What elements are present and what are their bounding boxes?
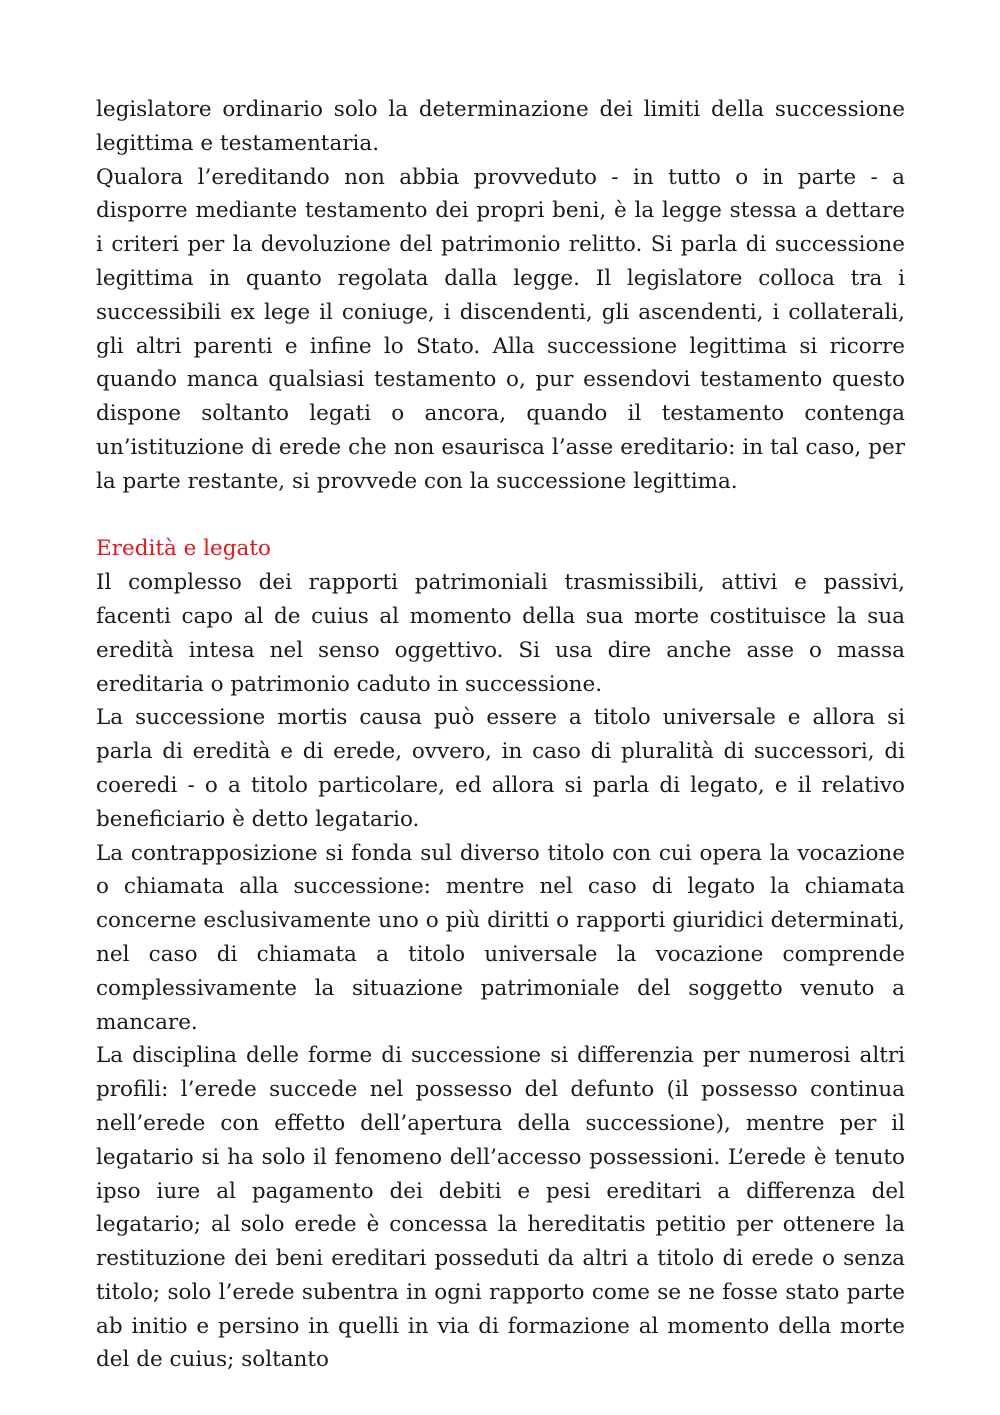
paragraph-disciplina: La disciplina delle forme di successione si differenzia per numerosi altri profili: l’erede succede nel possesso del defunto (il possesso continua nell’erede con effetto dell’apertura della successione), mentre per il legatario si ha solo il fenomeno dell’accesso possessioni. L’erede è tenuto ipso iure al pagamento dei debiti e pesi ereditari a differenza del legatario; al solo erede è concessa la hereditatis petitio per ottenere la restituzione dei beni ereditari posseduti da altri a titolo di erede o senza titolo; solo l’erede subentra in ogni rapporto come se ne fosse stato parte ab initio e persino in quelli in via di formazione al momento della morte del de cuius; soltanto [96, 1043, 905, 1373]
paragraph-mortis-causa: La successione mortis causa può essere a titolo universale e allora si parla di eredità e di erede, ovvero, in caso di pluralità di successori, di coeredi - o a titolo particolare, ed allora si parla di legato, e il relativo beneficiario è detto legatario. [96, 705, 905, 832]
paragraph-successione-legittima: Qualora l’ereditando non abbia provveduto - in tutto o in parte - a disporre mediante testamento dei propri beni, è la legge stessa a dettare i criteri per la devoluzione del patrimonio relitto. Si parla di successione legittima in quanto regolata dalla legge. Il legislatore colloca tra i successibili ex lege il coniuge, i discendenti, gli ascendenti, i collaterali, gli altri parenti e infine lo Stato. Alla successione legittima si ricorre quando manca qualsiasi testamento o, pur essendovi testamento questo dispone soltanto legati o ancora, quando il testamento contenga un’istituzione di erede che non esaurisca l’asse ereditario: in tal caso, per la parte restante, si provvede con la successione legittima. [96, 164, 905, 494]
paragraph-spacer [96, 499, 905, 533]
section-heading: Eredità e legato [96, 536, 271, 562]
document-page [96, 93, 905, 1377]
paragraph-complesso-rapporti: Il complesso dei rapporti patrimoniali trasmissibili, attivi e passivi, facenti capo al de cuius al momento della sua morte costituisce la sua eredità intesa nel senso oggettivo. Si usa dire anche asse o massa ereditaria o patrimonio caduto in successione. [96, 570, 905, 697]
paragraph-contrapposizione: La contrapposizione si fonda sul diverso titolo con cui opera la vocazione o chiamata alla successione: mentre nel caso di legato la chiamata concerne esclusivamente uno o più diritti o rapporti giuridici determinati, nel caso di chiamata a titolo universale la vocazione comprende complessivamente la situazione patrimoniale del soggetto venuto a mancare. [96, 840, 905, 1035]
paragraph-continuation: legislatore ordinario solo la determinazione dei limiti della successione legittima e testamentaria. [96, 97, 905, 156]
